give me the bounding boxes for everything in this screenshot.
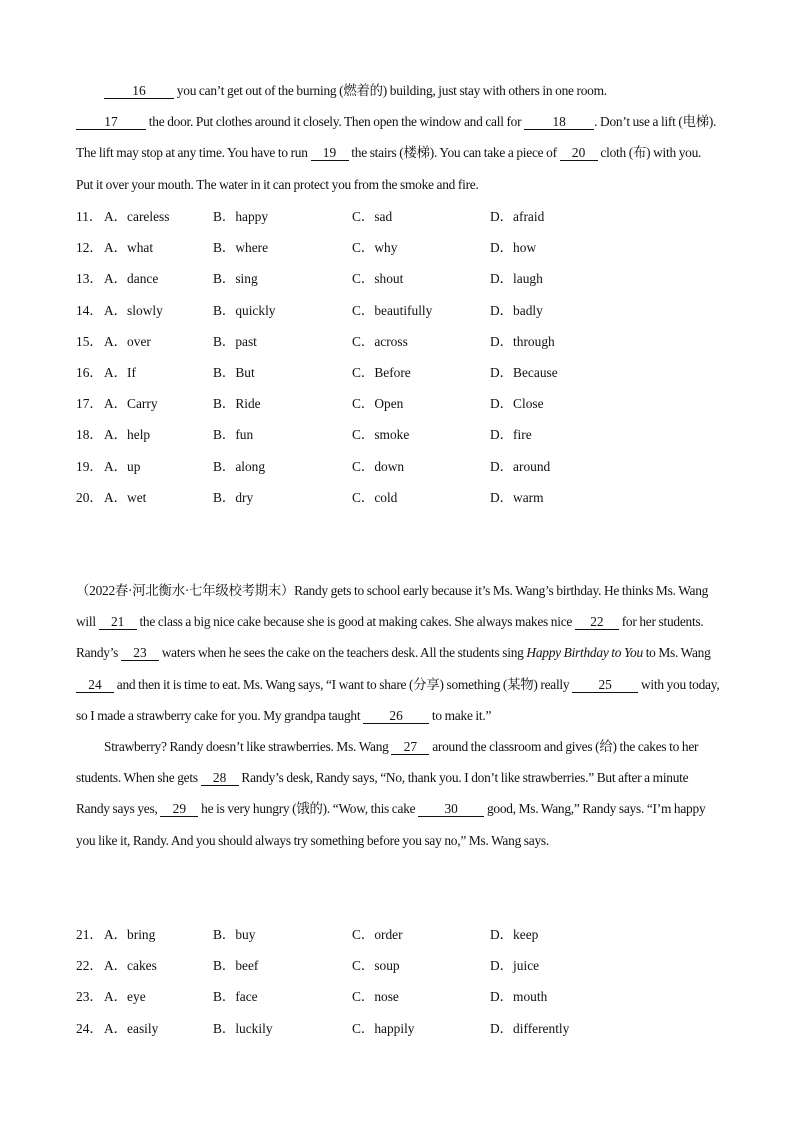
option-d[interactable]: D．differently <box>490 1020 570 1036</box>
option-b[interactable]: B．happy <box>213 209 269 224</box>
question-number: 24． <box>76 1020 103 1036</box>
option-b[interactable]: B．where <box>213 240 269 256</box>
option-a[interactable]: A．cakes <box>104 958 157 974</box>
option-d[interactable]: D．through <box>490 333 555 349</box>
question-18 <box>76 419 736 450</box>
option-b[interactable]: B．quickly <box>213 302 276 318</box>
question-number: 22． <box>76 958 103 974</box>
passage-2-segment: Randy gets to school early because it’s Ms. Wang’s birthday. He thinks Ms. Wang will <box>76 583 709 630</box>
passage-source: （2022春·河北衡水·七年级校考期末） <box>76 583 295 598</box>
blank-21[interactable]: 21 <box>99 615 137 630</box>
option-d[interactable]: D．juice <box>490 958 540 974</box>
option-d[interactable]: D．Close <box>490 396 544 412</box>
question-number: 18． <box>76 427 103 443</box>
passage-1-segment: you can’t get out of the burning (燃着的) building, just stay with others in one room. <box>174 83 607 98</box>
option-d[interactable]: D．afraid <box>490 209 545 224</box>
option-d[interactable]: D．mouth <box>490 989 548 1005</box>
question-number: 17． <box>76 396 103 412</box>
blank-24[interactable]: 24 <box>76 678 114 693</box>
option-c[interactable]: C．down <box>352 458 405 474</box>
passage-2-segment: to make it.” <box>429 707 492 723</box>
passage-2-segment: good, Ms. Wang,” Randy says. “I’m happy you like it, Randy. And you should always try something before you say no,” Ms. Wang says. <box>76 801 706 848</box>
option-c[interactable]: C．order <box>352 927 403 942</box>
passage-2-text <box>76 575 720 856</box>
question-number: 11． <box>76 209 103 224</box>
question-17 <box>76 388 736 419</box>
option-b[interactable]: B．past <box>213 333 257 349</box>
blank-19[interactable]: 19 <box>311 146 349 161</box>
passage-2-segment: Strawberry? Randy doesn’t like strawberries. Ms. Wang <box>104 739 392 755</box>
passage-1-segment: . Don’t use a lift (电梯). The lift may stop at any time. You have to run <box>76 114 717 161</box>
passage-2-segment: waters when he sees the cake on the teachers desk. All the students sing <box>158 645 527 661</box>
option-c[interactable]: C．happily <box>352 1020 415 1036</box>
question-number: 14． <box>76 302 103 318</box>
option-b[interactable]: B．fun <box>213 427 254 443</box>
question-13 <box>76 263 736 294</box>
option-d[interactable]: D．how <box>490 240 537 256</box>
option-c[interactable]: C．beautifully <box>352 302 433 318</box>
blank-25[interactable]: 25 <box>572 678 638 693</box>
option-a[interactable]: A．Carry <box>104 396 158 412</box>
option-a[interactable]: A．up <box>104 458 141 474</box>
question-16 <box>76 357 736 388</box>
question-14 <box>76 295 736 326</box>
blank-27[interactable]: 27 <box>391 740 429 755</box>
question-number: 12． <box>76 240 103 256</box>
blank-30[interactable]: 30 <box>418 802 484 817</box>
option-d[interactable]: D．badly <box>490 302 543 318</box>
option-a[interactable]: A．If <box>104 364 136 380</box>
option-b[interactable]: B．buy <box>213 927 256 942</box>
blank-29[interactable]: 29 <box>160 802 198 817</box>
question-15 <box>76 326 736 357</box>
option-c[interactable]: C．shout <box>352 271 404 287</box>
passage-2-segment: around the classroom and gives (给) the cakes to her students. When she gets <box>76 739 699 786</box>
option-a[interactable]: A．wet <box>104 489 147 505</box>
blank-20[interactable]: 20 <box>560 146 598 161</box>
blank-26[interactable]: 26 <box>363 709 429 724</box>
blank-17[interactable]: 17 <box>76 115 146 130</box>
option-a[interactable]: A．dance <box>104 271 159 287</box>
question-19 <box>76 451 736 482</box>
passage-2-segment: and then it is time to eat. Ms. Wang says, “I want to share (分享) something (某物) really <box>114 676 573 692</box>
option-a[interactable]: A．careless <box>104 209 170 224</box>
option-a[interactable]: A．bring <box>104 927 156 942</box>
option-a[interactable]: A．what <box>104 240 154 256</box>
option-c[interactable]: C．smoke <box>352 427 410 443</box>
option-b[interactable]: B．Ride <box>213 396 261 412</box>
question-number: 16． <box>76 364 103 380</box>
option-c[interactable]: C．why <box>352 240 398 256</box>
passage-1-text <box>76 75 720 200</box>
option-b[interactable]: B．face <box>213 989 258 1005</box>
option-a[interactable]: A．easily <box>104 1020 159 1036</box>
blank-18[interactable]: 18 <box>524 115 594 130</box>
passage-2-segment: the class a big nice cake because she is good at making cakes. She always makes nice <box>136 614 575 630</box>
option-c[interactable]: C．soup <box>352 958 400 974</box>
passage-1-segment: cloth (布) with you. Put it over your mouth. The water in it can protect you from the smoke and fire. <box>76 145 702 192</box>
option-a[interactable]: A．help <box>104 427 151 443</box>
option-c[interactable]: C．cold <box>352 489 398 505</box>
options-list-1 <box>76 201 736 513</box>
question-number: 20． <box>76 489 103 505</box>
option-a[interactable]: A．eye <box>104 989 146 1005</box>
option-b[interactable]: B．beef <box>213 958 259 974</box>
passage-2-segment: with you today, so I made a strawberry cake for you. My grandpa taught <box>76 676 720 723</box>
option-c[interactable]: C．nose <box>352 989 399 1005</box>
question-number: 19． <box>76 458 103 474</box>
passage-2-segment: for her students. Randy’s <box>76 614 704 661</box>
question-12 <box>76 232 736 263</box>
blank-23[interactable]: 23 <box>121 646 159 661</box>
option-d[interactable]: D．keep <box>490 927 539 942</box>
question-23 <box>76 981 736 1012</box>
option-b[interactable]: B．luckily <box>213 1020 273 1036</box>
passage-2-segment: to Ms. Wang <box>642 645 711 661</box>
question-11 <box>76 201 736 232</box>
option-b[interactable]: B．along <box>213 458 266 474</box>
options-list-2 <box>76 919 736 1044</box>
blank-22[interactable]: 22 <box>575 615 619 630</box>
blank-16[interactable]: 16 <box>104 84 174 99</box>
question-21 <box>76 919 736 950</box>
blank-28[interactable]: 28 <box>201 771 239 786</box>
option-a[interactable]: A．slowly <box>104 302 163 318</box>
option-c[interactable]: C．Before <box>352 364 411 380</box>
option-d[interactable]: D．laugh <box>490 271 543 287</box>
option-c[interactable]: C．across <box>352 333 408 349</box>
option-c[interactable]: C．Open <box>352 396 404 412</box>
passage-2-segment: Randy’s desk, Randy says, “No, thank you. I don’t like strawberries.” But after a minute Randy says yes, <box>76 770 689 817</box>
song-title: Happy Birthday to You <box>526 645 643 661</box>
option-d[interactable]: D．around <box>490 458 551 474</box>
question-22 <box>76 950 736 981</box>
option-b[interactable]: B．But <box>213 364 255 380</box>
passage-1-segment: the stairs (楼梯). You can take a piece of <box>348 145 560 161</box>
option-b[interactable]: B．sing <box>213 271 258 287</box>
question-number: 21． <box>76 927 103 942</box>
question-24 <box>76 1013 736 1044</box>
question-number: 13． <box>76 271 103 287</box>
question-number: 23． <box>76 989 103 1005</box>
passage-2-segment: he is very hungry (饿的). “Wow, this cake <box>198 801 419 817</box>
option-d[interactable]: D．fire <box>490 427 532 443</box>
passage-1-segment: the door. Put clothes around it closely. Then open the window and call for <box>146 114 525 130</box>
question-number: 15． <box>76 333 103 349</box>
option-c[interactable]: C．sad <box>352 209 393 224</box>
option-d[interactable]: D．warm <box>490 489 544 505</box>
option-a[interactable]: A．over <box>104 333 151 349</box>
question-20 <box>76 482 736 513</box>
option-b[interactable]: B．dry <box>213 489 254 505</box>
option-d[interactable]: D．Because <box>490 364 558 380</box>
